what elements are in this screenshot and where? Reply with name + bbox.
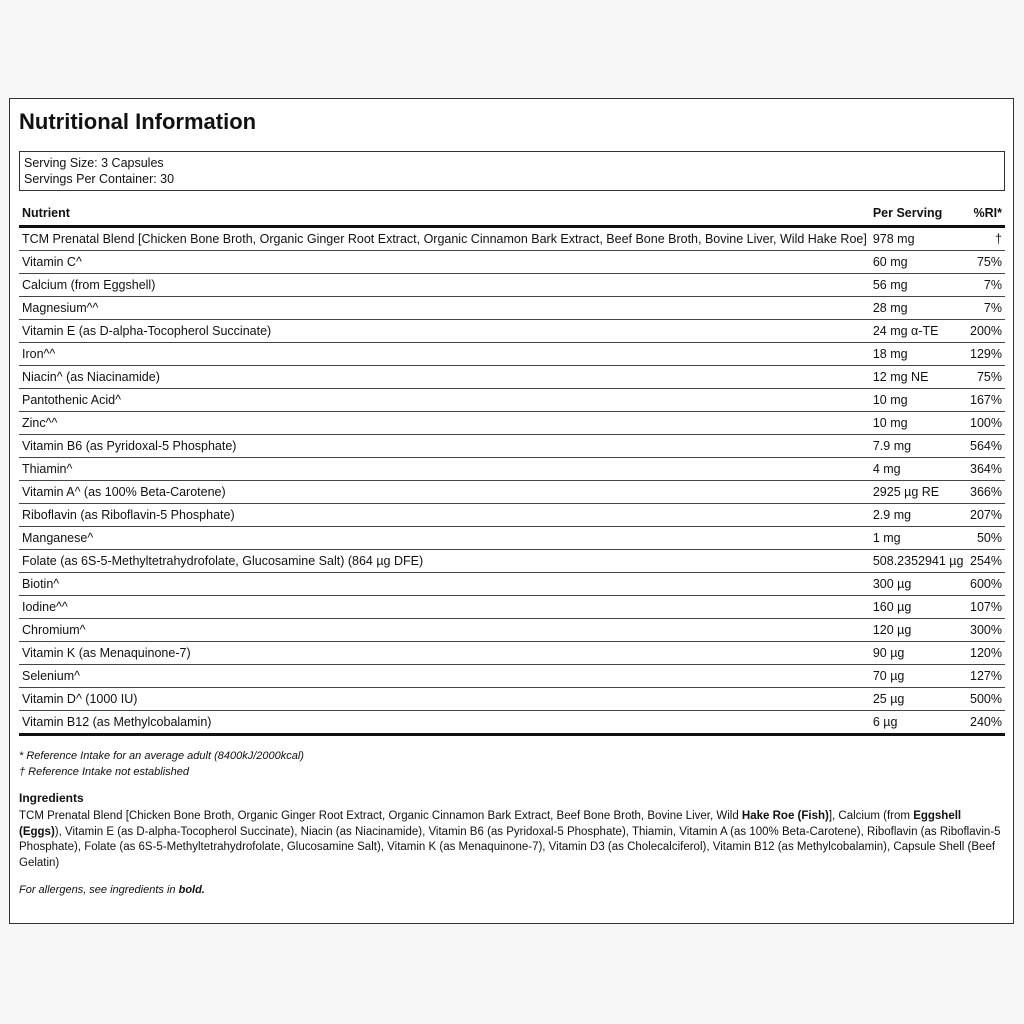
ri-value: 300% [967,619,1005,642]
per-serving-value: 508.2352941 µg [870,550,967,573]
per-serving-value: 978 mg [870,227,967,251]
nutrition-panel [9,98,1014,924]
nutrient-name: Vitamin D^ (1000 IU) [19,688,870,711]
per-serving-value: 90 µg [870,642,967,665]
footnote-not-established: † Reference Intake not established [19,766,190,778]
nutrient-name: Vitamin A^ (as 100% Beta-Carotene) [19,481,870,504]
per-serving-value: 25 µg [870,688,967,711]
footnote-reference-intake: * Reference Intake for an average adult (8400kJ/2000kcal) [19,750,304,762]
nutrient-name: Magnesium^^ [19,297,870,320]
table-row [19,366,1005,389]
ri-value: 366% [967,481,1005,504]
nutrient-name: Biotin^ [19,573,870,596]
ingredients-heading: Ingredients [19,791,84,805]
per-serving-value: 28 mg [870,297,967,320]
ri-value: 75% [967,251,1005,274]
table-row [19,227,1005,251]
allergen-note [19,882,1004,898]
table-row [19,320,1005,343]
allergen-note-bold: bold. [178,884,205,896]
ingredient-text-segment: TCM Prenatal Blend [Chicken Bone Broth, Organic Ginger Root Extract, Organic Cinnamon Bark Extract, Beef Bone Broth, Bovine Liver, Wild [19,810,742,822]
ri-value: 129% [967,343,1005,366]
per-serving-value: 56 mg [870,274,967,297]
nutrient-table-body [19,227,1005,735]
nutrient-name: Pantothenic Acid^ [19,389,870,412]
table-row [19,573,1005,596]
table-row [19,389,1005,412]
ingredient-text-segment: ), Vitamin E (as D-alpha-Tocopherol Succinate), Niacin (as Niacinamide), Vitamin B6 (as Pyridoxal-5 Phosphate), Thiamin, Vitamin A (as 100% Beta-Carotene), Riboflavin (as Riboflavin-5 Phosphate), Folate (as 6S-5-Methyltetrahydrofolate, Glucosamine Salt), Vitamin K (as Menaquinone-7), Vitamin D3 (as Cholecalciferol), Vitamin B12 (as Methylcobalamin), Capsule Shell (Beef Gelatin) [19,825,1001,869]
per-serving-value: 160 µg [870,596,967,619]
ri-value: 564% [967,435,1005,458]
ri-value: 75% [967,366,1005,389]
ingredients-text [19,809,1005,871]
per-serving-value: 10 mg [870,412,967,435]
table-row [19,297,1005,320]
page-title: Nutritional Information [19,109,257,134]
servings-per-container: Servings Per Container: 30 [24,172,175,186]
table-row [19,688,1005,711]
table-row [19,274,1005,297]
table-row [19,343,1005,366]
nutrient-name: Niacin^ (as Niacinamide) [19,366,870,389]
table-row [19,251,1005,274]
ri-value: 167% [967,389,1005,412]
header-per-serving: Per Serving [870,201,967,227]
table-row [19,504,1005,527]
nutrient-name: Calcium (from Eggshell) [19,274,870,297]
ri-value: † [967,227,1005,251]
nutrient-name: Iron^^ [19,343,870,366]
nutrient-name: Manganese^ [19,527,870,550]
ri-value: 7% [967,274,1005,297]
nutrient-name: Folate (as 6S-5-Methyltetrahydrofolate, Glucosamine Salt) (864 µg DFE) [19,550,870,573]
per-serving-value: 2925 µg RE [870,481,967,504]
per-serving-value: 1 mg [870,527,967,550]
table-row [19,596,1005,619]
nutrient-name: Selenium^ [19,665,870,688]
table-row [19,412,1005,435]
table-row [19,642,1005,665]
ri-value: 127% [967,665,1005,688]
per-serving-value: 300 µg [870,573,967,596]
nutrient-name: Vitamin K (as Menaquinone-7) [19,642,870,665]
per-serving-value: 24 mg α-TE [870,320,967,343]
per-serving-value: 70 µg [870,665,967,688]
nutrient-name: Chromium^ [19,619,870,642]
ri-value: 254% [967,550,1005,573]
header-nutrient: Nutrient [19,201,870,227]
ingredient-text-segment: ], Calcium (from [828,810,914,822]
table-row [19,711,1005,735]
table-row [19,435,1005,458]
per-serving-value: 120 µg [870,619,967,642]
nutrient-name: Thiamin^ [19,458,870,481]
allergen-ingredient: Hake Roe (Fish) [741,810,829,822]
per-serving-value: 18 mg [870,343,967,366]
nutrient-name: Vitamin C^ [19,251,870,274]
nutrient-table [19,201,1005,736]
ri-value: 600% [967,573,1005,596]
table-row [19,481,1005,504]
per-serving-value: 60 mg [870,251,967,274]
ri-value: 200% [967,320,1005,343]
per-serving-value: 2.9 mg [870,504,967,527]
nutrient-name: Iodine^^ [19,596,870,619]
nutrient-name: TCM Prenatal Blend [Chicken Bone Broth, Organic Ginger Root Extract, Organic Cinnamon Bark Extract, Beef Bone Broth, Bovine Liver, Wild Hake Roe] [19,227,870,251]
table-header-row [19,201,1005,227]
table-row [19,619,1005,642]
table-row [19,665,1005,688]
per-serving-value: 10 mg [870,389,967,412]
allergen-note-prefix: For allergens, see ingredients in [19,884,179,896]
ri-value: 7% [967,297,1005,320]
per-serving-value: 4 mg [870,458,967,481]
table-row [19,550,1005,573]
ri-value: 100% [967,412,1005,435]
nutrient-name: Vitamin E (as D-alpha-Tocopherol Succinate) [19,320,870,343]
ri-value: 207% [967,504,1005,527]
nutrient-name: Vitamin B6 (as Pyridoxal-5 Phosphate) [19,435,870,458]
table-row [19,527,1005,550]
header-ri: %RI* [967,201,1005,227]
ri-value: 364% [967,458,1005,481]
allergen-ingredient: Eggshell (Eggs) [19,810,962,838]
serving-size: Serving Size: 3 Capsules [24,156,164,170]
nutrient-name: Vitamin B12 (as Methylcobalamin) [19,711,870,735]
per-serving-value: 6 µg [870,711,967,735]
nutrient-name: Riboflavin (as Riboflavin-5 Phosphate) [19,504,870,527]
ri-value: 500% [967,688,1005,711]
table-row [19,458,1005,481]
ri-value: 107% [967,596,1005,619]
nutrient-name: Zinc^^ [19,412,870,435]
footnotes [19,748,1004,780]
per-serving-value: 7.9 mg [870,435,967,458]
ri-value: 120% [967,642,1005,665]
ri-value: 50% [967,527,1005,550]
ri-value: 240% [967,711,1005,735]
per-serving-value: 12 mg NE [870,366,967,389]
serving-info-box [19,151,1005,191]
